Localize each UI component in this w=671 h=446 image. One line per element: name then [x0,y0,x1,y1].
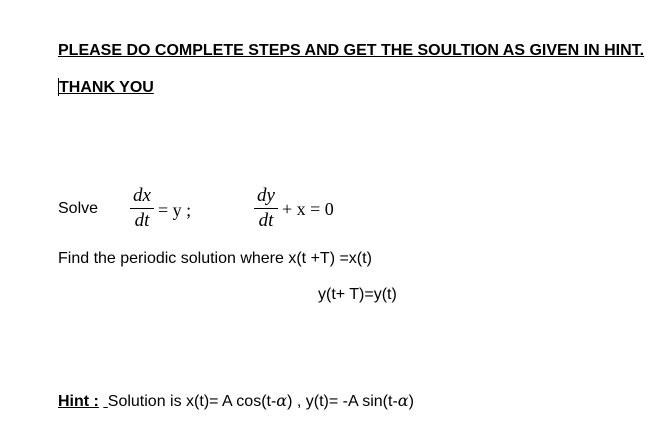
solve-label: Solve [58,200,99,217]
alpha-symbol: α [397,391,409,410]
fraction-dy-dt [254,186,278,231]
fraction-bar [254,208,278,209]
alpha-symbol: α [276,391,288,410]
equation-2-rhs: + x = 0 [282,199,334,219]
hint-line [58,391,414,411]
fraction-numerator: dy [257,185,275,206]
fraction-denominator: dt [258,210,274,231]
hint-label: Hint : [58,393,99,410]
hint-text-1: Solution is x(t)= A cos(t- [107,393,277,410]
periodic-condition-y: y(t+ T)=y(t) [318,286,397,303]
hint-text-2: ) , y(t)= -A sin(t- [287,393,398,410]
hint-text-3: ) [408,393,414,410]
fraction-denominator: dt [134,210,150,231]
fraction-bar [130,208,154,209]
equation-1-rhs: = y ; [158,200,192,220]
fraction-dx-dt [130,186,154,231]
fraction-numerator: dx [133,185,151,206]
header-line-2: THANK YOU [59,79,154,96]
find-periodic-text: Find the periodic solution where x(t +T) =x(t) [58,250,372,267]
header-line-1: PLEASE DO COMPLETE STEPS AND GET THE SOULTION AS GIVEN IN HINT. [58,42,645,59]
